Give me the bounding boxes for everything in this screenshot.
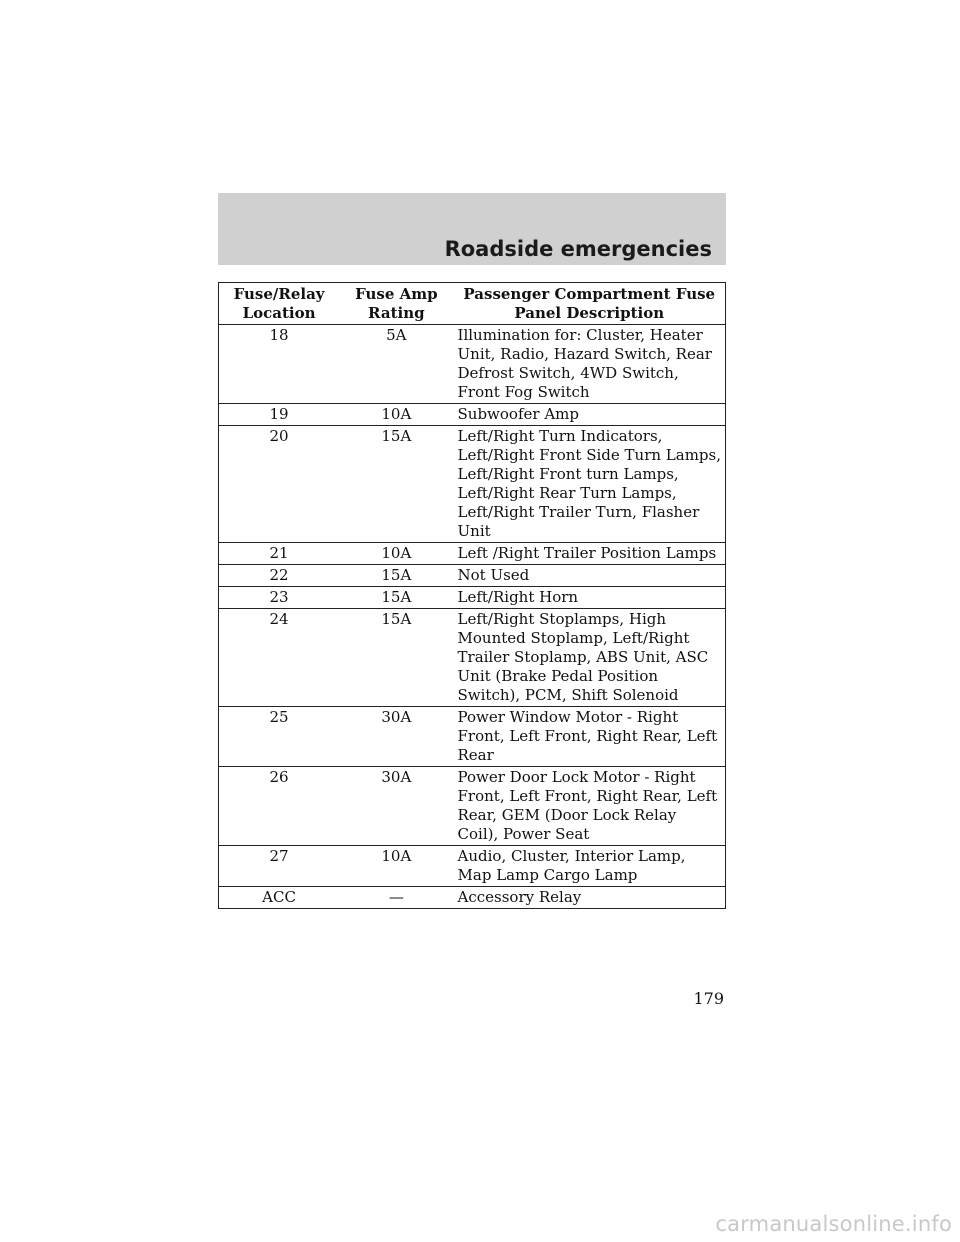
table-row (219, 609, 726, 707)
description-line: Power Window Motor - Right (457, 708, 679, 726)
section-header-band (218, 193, 726, 265)
fuse-rating-cell: 15A (339, 426, 453, 543)
fuse-location-cell: 20 (219, 426, 340, 543)
fuse-description-cell (454, 543, 726, 565)
fuse-location-cell: ACC (219, 887, 340, 909)
table-row (219, 846, 726, 887)
fuse-table (218, 282, 726, 909)
fuse-description-cell (454, 404, 726, 426)
fuse-description-cell (454, 609, 726, 707)
description-line: Left/Right Horn (457, 588, 579, 606)
description-line: Left/Right Front turn Lamps, (457, 465, 679, 483)
description-line: Defrost Switch, 4WD Switch, (457, 364, 679, 382)
description-line: Unit (457, 522, 491, 540)
table-row (219, 426, 726, 543)
description-line: Accessory Relay (457, 888, 582, 906)
fuse-rating-cell: 10A (339, 404, 453, 426)
fuse-description-cell (454, 846, 726, 887)
description-line: Not Used (457, 566, 530, 584)
fuse-rating-cell: 15A (339, 609, 453, 707)
header-line: Rating (368, 304, 425, 322)
description-line: Left/Right Stoplamps, High (457, 610, 667, 628)
description-line: Unit (Brake Pedal Position (457, 667, 659, 685)
fuse-description-cell (454, 426, 726, 543)
description-line: Map Lamp Cargo Lamp (457, 866, 638, 884)
fuse-description-cell (454, 325, 726, 404)
fuse-location-cell: 19 (219, 404, 340, 426)
description-line: Left/Right Front Side Turn Lamps, (457, 446, 721, 464)
description-line: Subwoofer Amp (457, 405, 579, 423)
fuse-location-cell: 27 (219, 846, 340, 887)
fuse-rating-cell: 30A (339, 767, 453, 846)
fuse-rating-cell: 5A (339, 325, 453, 404)
fuse-description-cell (454, 587, 726, 609)
fuse-location-cell: 23 (219, 587, 340, 609)
description-line: Left/Right Rear Turn Lamps, (457, 484, 677, 502)
description-line: Left/Right Trailer Turn, Flasher (457, 503, 700, 521)
fuse-rating-cell: 10A (339, 543, 453, 565)
fuse-location-cell: 22 (219, 565, 340, 587)
table-row (219, 565, 726, 587)
fuse-location-cell: 24 (219, 609, 340, 707)
fuse-description-cell (454, 707, 726, 767)
description-line: Trailer Stoplamp, ABS Unit, ASC (457, 648, 709, 666)
table-row (219, 325, 726, 404)
description-line: Unit, Radio, Hazard Switch, Rear (457, 345, 712, 363)
site-watermark: carmanualsonline.info (715, 1212, 952, 1236)
description-line: Left/Right Turn Indicators, (457, 427, 663, 445)
fuse-location-cell: 18 (219, 325, 340, 404)
description-line: Rear, GEM (Door Lock Relay (457, 806, 677, 824)
header-line: Panel Description (514, 304, 665, 322)
fuse-location-cell: 25 (219, 707, 340, 767)
fuse-location-cell: 21 (219, 543, 340, 565)
fuse-description-cell (454, 767, 726, 846)
header-line: Passenger Compartment Fuse (463, 285, 716, 303)
description-line: Front Fog Switch (457, 383, 590, 401)
description-line: Front, Left Front, Right Rear, Left (457, 727, 718, 745)
header-line: Fuse/Relay (233, 285, 325, 303)
page-number: 179 (693, 989, 724, 1008)
header-fuse-relay-location (219, 283, 340, 325)
fuse-rating-cell: 15A (339, 565, 453, 587)
fuse-description-cell (454, 887, 726, 909)
fuse-rating-cell: 10A (339, 846, 453, 887)
description-line: Front, Left Front, Right Rear, Left (457, 787, 718, 805)
description-line: Switch), PCM, Shift Solenoid (457, 686, 679, 704)
header-panel-description (454, 283, 726, 325)
description-line: Rear (457, 746, 494, 764)
table-row (219, 543, 726, 565)
description-line: Coil), Power Seat (457, 825, 590, 843)
header-line: Fuse Amp (355, 285, 438, 303)
table-row (219, 707, 726, 767)
table-row (219, 767, 726, 846)
description-line: Mounted Stoplamp, Left/Right (457, 629, 690, 647)
section-title: Roadside emergencies (444, 237, 712, 261)
header-line: Location (242, 304, 316, 322)
description-line: Left /Right Trailer Position Lamps (457, 544, 717, 562)
fuse-location-cell: 26 (219, 767, 340, 846)
table-row (219, 587, 726, 609)
description-line: Illumination for: Cluster, Heater (457, 326, 703, 344)
fuse-rating-cell: 15A (339, 587, 453, 609)
header-fuse-amp-rating (339, 283, 453, 325)
fuse-rating-cell: — (339, 887, 453, 909)
fuse-description-cell (454, 565, 726, 587)
table-row (219, 404, 726, 426)
table-row (219, 887, 726, 909)
table-header-row (219, 283, 726, 325)
fuse-rating-cell: 30A (339, 707, 453, 767)
description-line: Power Door Lock Motor - Right (457, 768, 696, 786)
description-line: Audio, Cluster, Interior Lamp, (457, 847, 686, 865)
